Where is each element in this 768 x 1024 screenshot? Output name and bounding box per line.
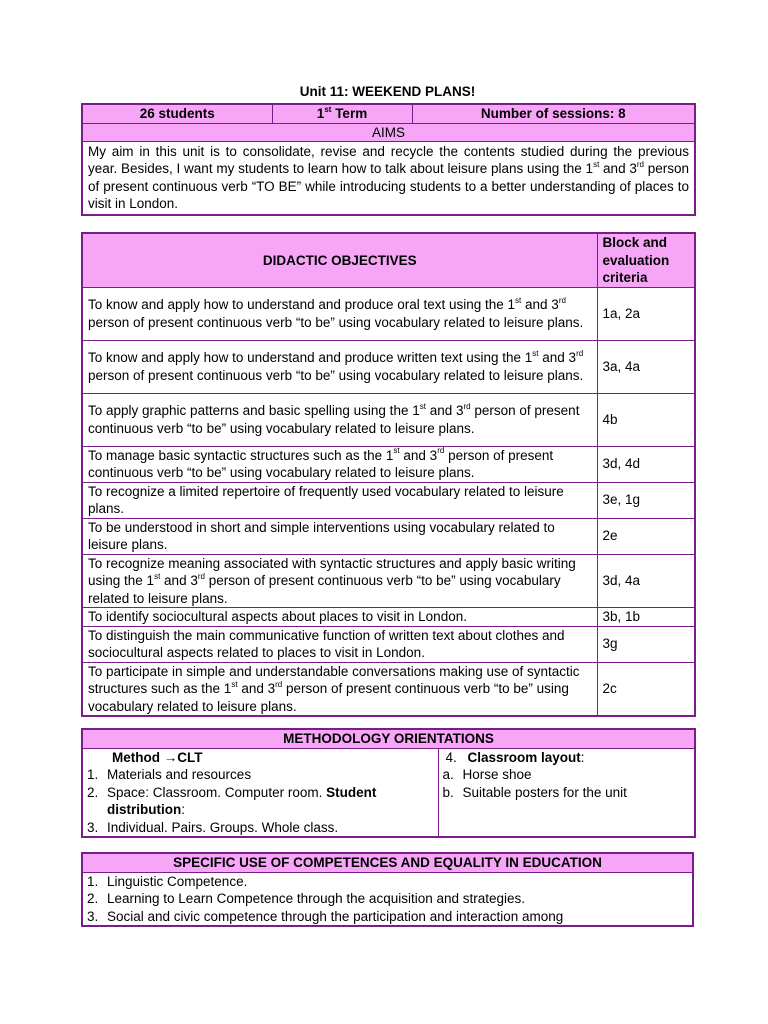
objective-text: To identify sociocultural aspects about places to visit in London. <box>82 608 597 627</box>
methodology-list <box>83 766 438 836</box>
arrow-icon: → <box>163 749 178 765</box>
criteria-cell: 3d, 4d <box>597 446 695 482</box>
list-item: a. Horse shoe <box>442 767 532 782</box>
objective-text: To be understood in short and simple interventions using vocabulary related to leisure plans. <box>82 518 597 554</box>
objective-text: To manage basic syntactic structures such as the 1st and 3rd person of present continuous verb “to be” using vocabulary related to leisure plans. <box>82 446 597 482</box>
criteria-cell: 3e, 1g <box>597 482 695 518</box>
objective-text: To apply graphic patterns and basic spelling using the 1st and 3rd person of present continuous verb “to be” using vocabulary related to leisure plans. <box>82 393 597 446</box>
objective-text: To know and apply how to understand and produce written text using the 1st and 3rd person of present continuous verb “to be” using vocabulary related to leisure plans. <box>82 340 597 393</box>
competences-heading: SPECIFIC USE OF COMPETENCES AND EQUALITY IN EDUCATION <box>82 853 693 872</box>
aims-text: My aim in this unit is to consolidate, revise and recycle the contents studied during the previous year. Besides, I want my students to learn how to talk about leisure plans using the 1st and 3rd person of present continuous verb “TO BE” while introducing students to a better understanding of places to visit in London. <box>82 142 695 215</box>
objective-text: To know and apply how to understand and produce oral text using the 1st and 3rd person of present continuous verb “to be” using vocabulary related to leisure plans. <box>82 287 597 340</box>
list-item: 1. Linguistic Competence. <box>87 873 248 889</box>
criteria-cell: 3a, 4a <box>597 340 695 393</box>
competences-cell <box>82 872 693 926</box>
objectives-heading: DIDACTIC OBJECTIVES <box>82 233 597 287</box>
methodology-heading: METHODOLOGY ORIENTATIONS <box>82 729 695 748</box>
sessions-count: Number of sessions: 8 <box>412 104 695 123</box>
table-row <box>82 287 695 340</box>
methodology-table <box>81 728 696 838</box>
methodology-left <box>82 748 438 837</box>
method-line: Method →CLT <box>112 749 203 765</box>
objective-text: To distinguish the main communicative function of written text about clothes and sociocultural aspects related to places to visit in London. <box>82 626 597 662</box>
criteria-cell: 3b, 1b <box>597 608 695 627</box>
students-count: 26 students <box>82 104 272 123</box>
list-item: 3. Individual. Pairs. Groups. Whole class. <box>87 819 339 835</box>
classroom-layout-list <box>439 766 695 801</box>
objective-text: To recognize a limited repertoire of frequently used vocabulary related to leisure plans. <box>82 482 597 518</box>
criteria-cell: 2c <box>597 662 695 716</box>
competences-list <box>83 873 692 926</box>
table-row <box>82 340 695 393</box>
page-title: Unit 11: WEEKEND PLANS! <box>299 84 476 99</box>
criteria-cell: 2e <box>597 518 695 554</box>
term: 1st Term <box>272 104 412 123</box>
objective-text: To recognize meaning associated with syntactic structures and apply basic writing using the 1st and 3rd person of present continuous verb “to be” using vocabulary related to leisure plans. <box>82 554 597 608</box>
list-item: 2. Learning to Learn Competence through the acquisition and strategies. <box>87 891 526 906</box>
table-row <box>82 554 695 608</box>
methodology-right <box>438 748 695 837</box>
table-row <box>82 393 695 446</box>
table-row <box>82 518 695 554</box>
criteria-cell: 4b <box>597 393 695 446</box>
table-row <box>82 626 695 662</box>
criteria-cell: 3g <box>597 626 695 662</box>
table-row <box>82 608 695 627</box>
classroom-layout-line: 4. Classroom layout: <box>445 749 585 765</box>
list-item: b. Suitable posters for the unit <box>442 784 627 800</box>
unit-header-table <box>81 103 696 216</box>
criteria-cell: 3d, 4a <box>597 554 695 608</box>
table-row <box>82 662 695 716</box>
aims-heading: AIMS <box>82 123 695 142</box>
criteria-heading: Block and evaluation criteria <box>597 233 695 287</box>
criteria-cell: 1a, 2a <box>597 287 695 340</box>
list-item: 3. Social and civic competence through the participation and interaction among <box>87 908 564 924</box>
objectives-table <box>81 232 696 717</box>
table-row <box>82 482 695 518</box>
list-item: 2. Space: Classroom. Computer room. Student distribution: <box>87 784 377 817</box>
objective-text: To participate in simple and understandable conversations making use of syntactic structures such as the 1st and 3rd person of present continuous verb “to be” using vocabulary related to leisure plans. <box>82 662 597 716</box>
competences-table <box>81 852 694 927</box>
list-item: 1. Materials and resources <box>87 767 252 782</box>
table-row <box>82 446 695 482</box>
